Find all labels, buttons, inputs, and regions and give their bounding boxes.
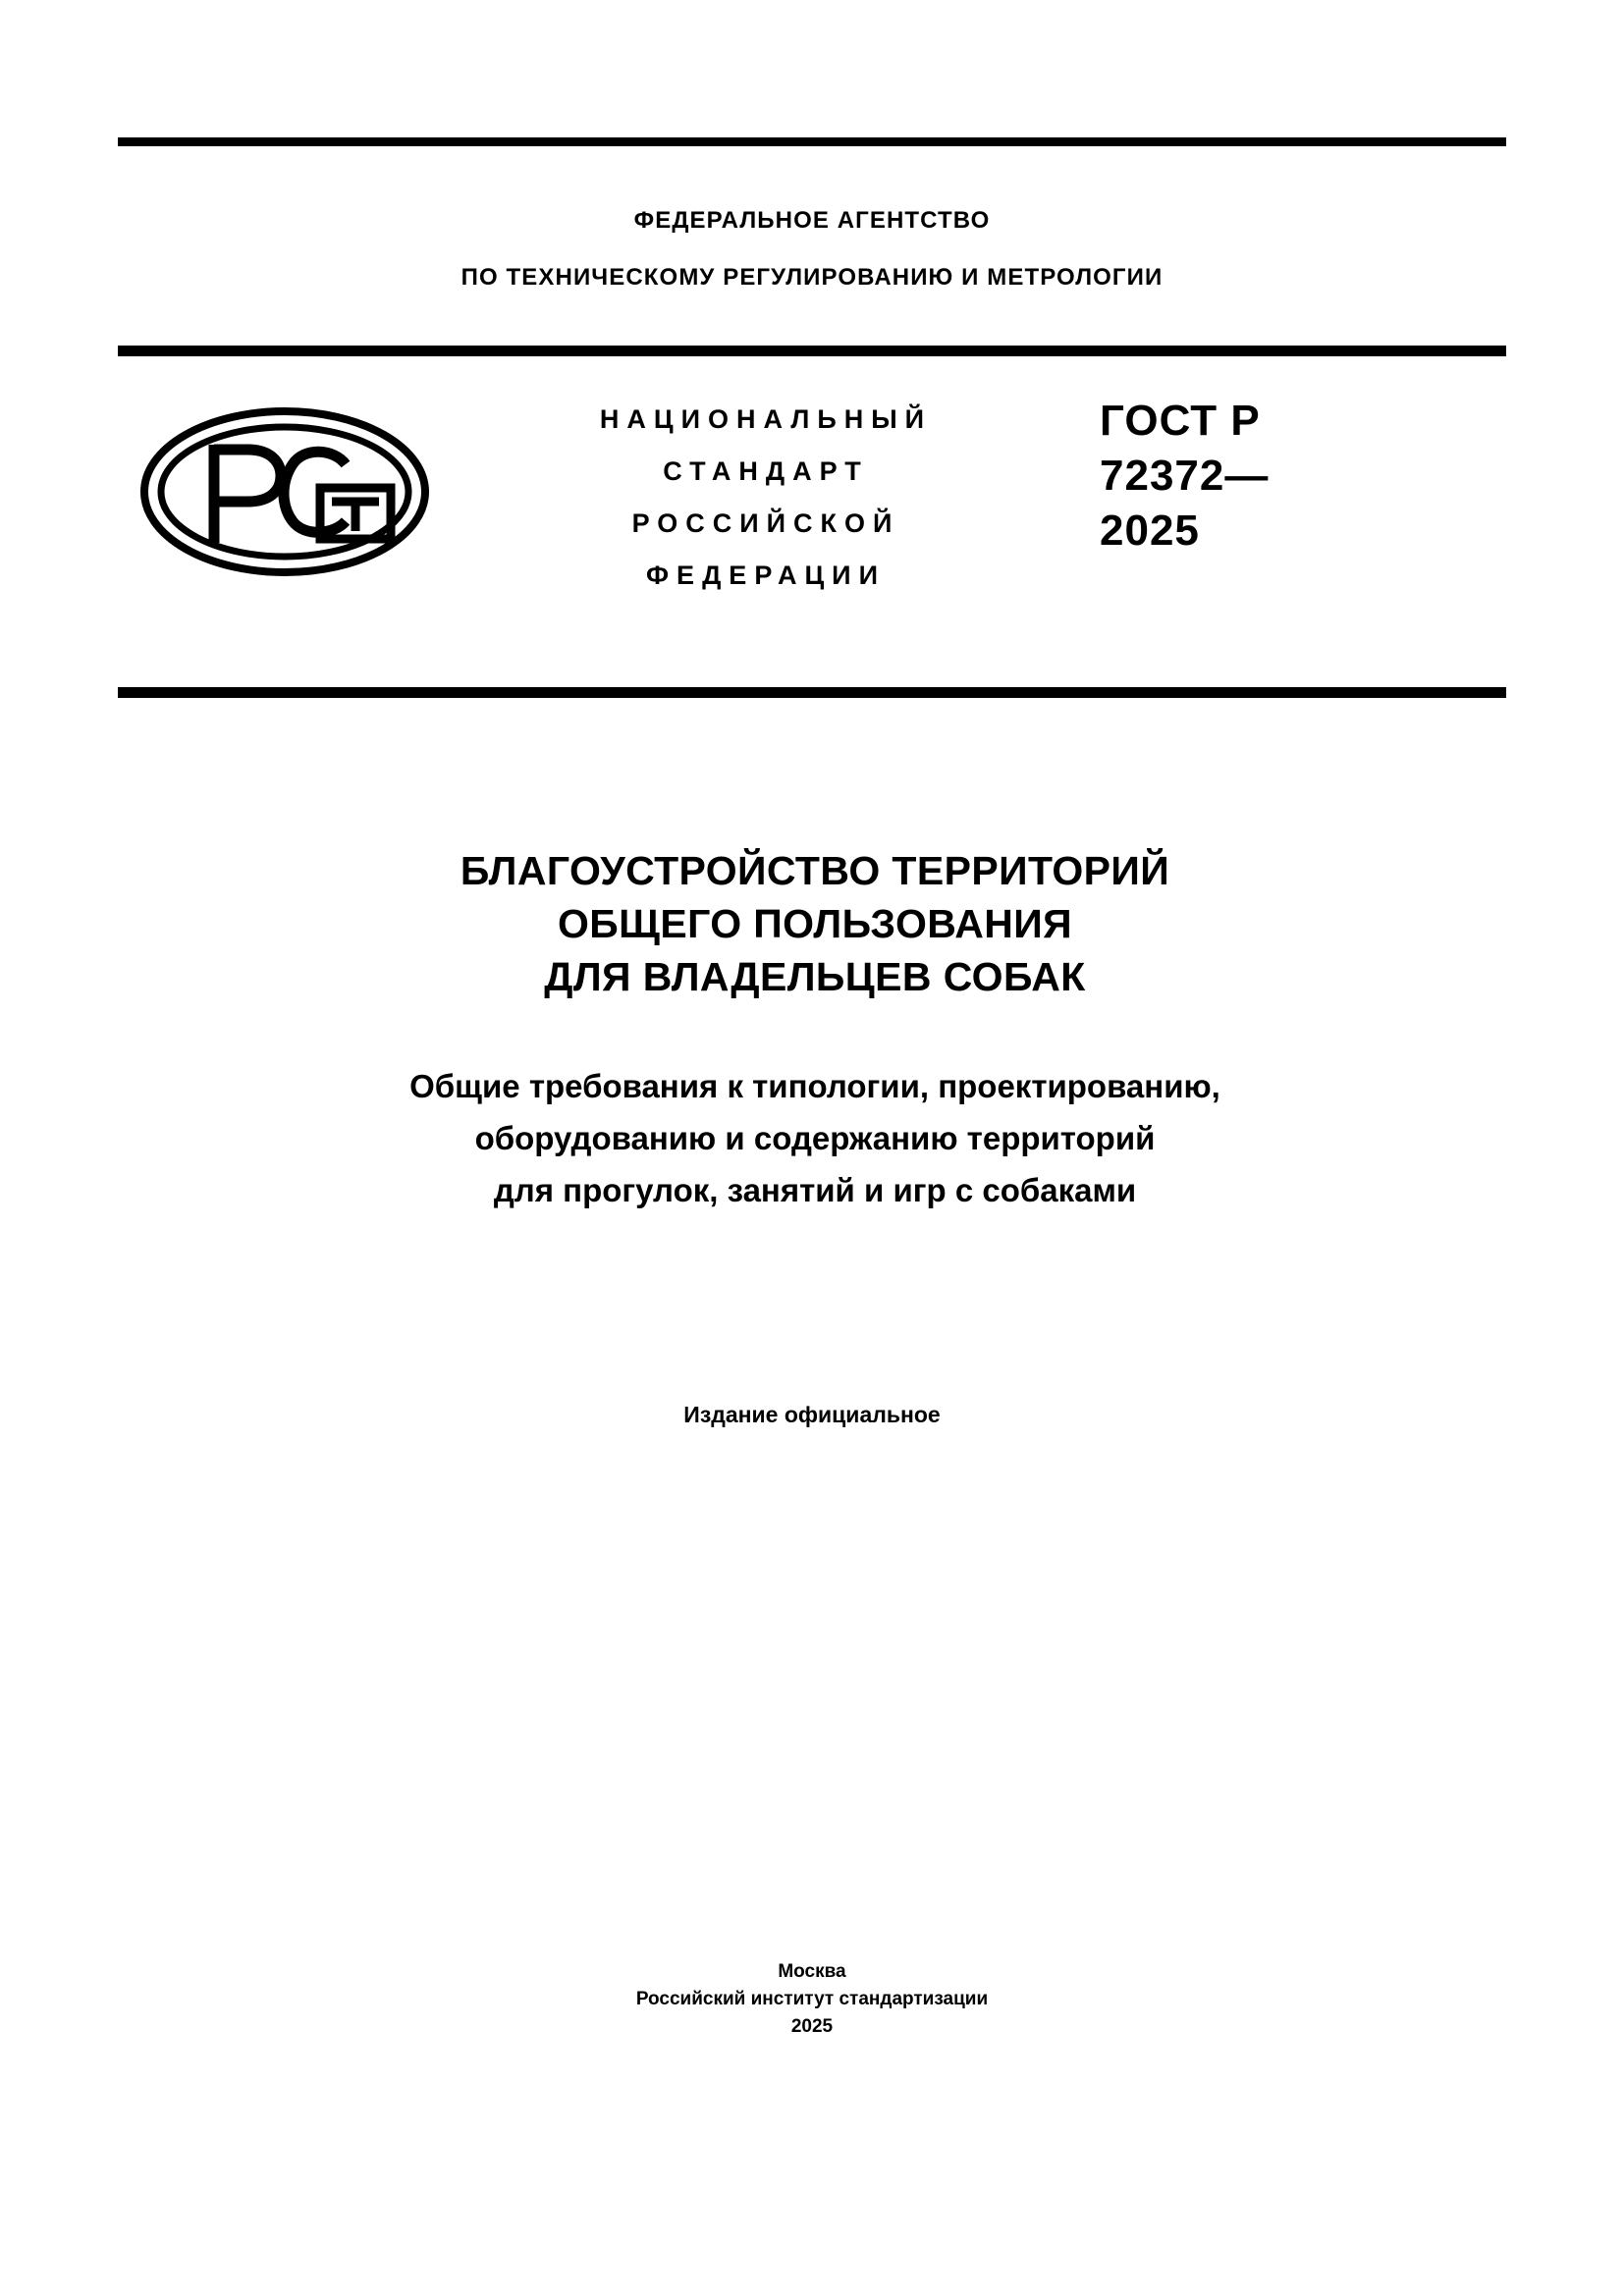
national-standard-line-2: СТАНДАРТ xyxy=(663,456,869,486)
title-line-2: ОБЩЕГО ПОЛЬЗОВАНИЯ xyxy=(558,901,1072,946)
edition-note: Издание официальное xyxy=(683,1402,941,1427)
agency-line-1: ФЕДЕРАЛЬНОЕ АГЕНТСТВО xyxy=(633,207,991,234)
designation-prefix: ГОСТ Р xyxy=(1100,397,1261,445)
subtitle-line-1: Общие требования к типологии, проектированию, xyxy=(409,1068,1220,1104)
page-subtitle xyxy=(226,1060,1404,1216)
imprint-publisher: Российский институт стандартизации xyxy=(635,1989,989,2009)
standard-designation xyxy=(1100,394,1492,559)
page-title xyxy=(226,844,1404,1003)
national-standard-line-3: РОССИЙСКОЙ xyxy=(631,508,900,538)
subtitle-line-2: оборудованию и содержанию территорий xyxy=(474,1120,1156,1156)
header-rule-middle xyxy=(118,346,1506,356)
national-standard-line-1: НАЦИОНАЛЬНЫЙ xyxy=(599,404,933,434)
designation-number: 72372— xyxy=(1100,452,1270,500)
imprint-year: 2025 xyxy=(790,2016,834,2037)
header-rule-top xyxy=(118,137,1506,146)
issuing-agency xyxy=(118,192,1506,306)
imprint xyxy=(118,1958,1506,2041)
title-line-1: БЛАГОУСТРОЙСТВО ТЕРРИТОРИЙ xyxy=(460,848,1170,893)
title-line-3: ДЛЯ ВЛАДЕЛЬЦЕВ СОБАК xyxy=(544,954,1086,999)
national-standard-line-4: ФЕДЕРАЦИИ xyxy=(646,561,886,590)
page-content xyxy=(118,0,1506,2296)
subtitle-line-3: для прогулок, занятий и игр с собаками xyxy=(493,1172,1137,1208)
agency-line-2: ПО ТЕХНИЧЕСКОМУ РЕГУЛИРОВАНИЮ И МЕТРОЛОГИИ xyxy=(460,264,1164,291)
imprint-city: Москва xyxy=(778,1961,846,1982)
designation-year: 2025 xyxy=(1100,507,1200,555)
national-standard-heading xyxy=(461,394,1070,602)
standard-identity-band xyxy=(118,356,1506,687)
header-rule-bottom xyxy=(118,687,1506,698)
rosstandart-emblem-icon xyxy=(137,403,432,580)
